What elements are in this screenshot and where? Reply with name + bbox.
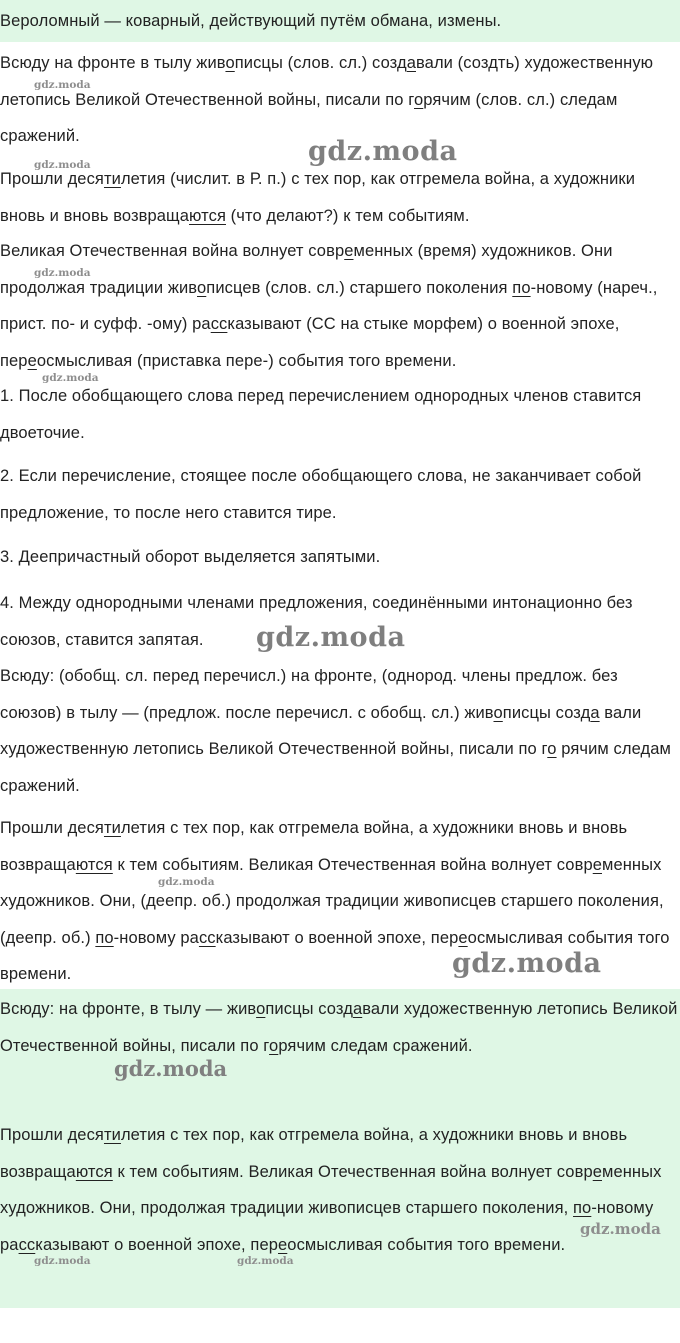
underlined-letters: сс [198, 928, 216, 947]
rule-2: 2. Если перечисление, стоящее после обобщающего слова, не заканчивает собой предложение, то после него ставится тире. [0, 467, 642, 522]
rule-3: 3. Деепричастный оборот выделяется запятыми. [0, 548, 381, 566]
underlined-letters: сс [210, 315, 228, 333]
text-span: писцев (слов. сл.) старшего поколения [206, 278, 513, 297]
watermark: gdz.moda [580, 1220, 661, 1238]
underlined-letter: о [269, 1036, 279, 1055]
text-span: осмысливая (приставка пере-) события того времени. [36, 351, 457, 370]
watermark: gdz.moda [34, 79, 91, 91]
underlined-letter: о [493, 703, 503, 722]
text-span: вали художественную летопись Великой Отечественной войны, писали по г [0, 703, 642, 758]
text-span: летия (числит. в Р. п.) с тех пор, как отгремела война, а художники вновь и вновь возвраща [0, 170, 636, 225]
text-span: казывают (СС на стыке морфем) о военной эпохе, пер [0, 315, 620, 370]
paragraph-2 [0, 161, 680, 234]
text-span: осмысливая события того времени. [287, 1235, 566, 1254]
underlined-suffix: ются [189, 206, 226, 225]
watermark: gdz.moda [42, 372, 99, 384]
paragraph-3 [0, 233, 680, 379]
watermark: gdz.moda [34, 1255, 91, 1267]
paragraph-5 [0, 810, 680, 993]
text-span: (что делают?) к тем событиям. [226, 206, 470, 225]
text-span: к тем событиям. Великая Отечественная война волнует совр [112, 1162, 593, 1181]
watermark: gdz.moda [158, 876, 215, 888]
text-span: казывают о военной эпохе, пер [35, 1235, 279, 1254]
text-span: менных художников. Они, продолжая традиции живописцев старшего поколения, [0, 1162, 662, 1217]
paragraph-1 [0, 45, 680, 155]
definition-block [0, 0, 680, 42]
text-span: рячим следам сражений. [0, 740, 671, 795]
text-span: менных (время) художников. Они продолжая традиции жив [0, 242, 613, 297]
text-span: вали (создть) художественную летопись Великой Отечественной войны, писали по г [0, 54, 654, 109]
underlined-suffix: ются [75, 1162, 113, 1181]
underlined-letter: е [278, 1235, 288, 1254]
text-span: Великая Отечественная война волнует совр [0, 242, 345, 260]
text-span: писцы созд [265, 1000, 353, 1018]
paragraph-4 [0, 658, 680, 804]
watermark: gdz.moda [237, 1255, 294, 1267]
underlined-letter: а [352, 1000, 363, 1018]
underlined-letter: ти [103, 1126, 121, 1144]
watermark: gdz.moda [308, 136, 458, 167]
underlined-letters: сс [18, 1235, 36, 1254]
underlined-suffix: ются [75, 855, 113, 874]
text-span: летия с тех пор, как отгремела война, а художники вновь и вновь возвраща [0, 819, 628, 874]
text-span: Прошли деся [0, 819, 104, 837]
text-span: осмысливая события того времени. [0, 928, 670, 983]
text-span: -новому ра [113, 928, 199, 947]
text-span: Всюду: на фронте, в тылу — жив [0, 1000, 257, 1018]
text-span: -новому (нареч., прист. по- и суфф. -ому) ра [0, 278, 658, 333]
underlined-letter: о [414, 90, 424, 109]
watermark: gdz.moda [114, 1056, 228, 1081]
underlined-letter: о [197, 278, 207, 297]
text-span: рячим следам сражений. [278, 1036, 473, 1055]
text-span: рячим (слов. сл.) следам сражений. [0, 90, 618, 145]
text-span: писцы созд [502, 703, 591, 722]
underlined-letter: е [592, 1162, 602, 1181]
watermark: gdz.moda [452, 948, 602, 979]
paragraph-7 [0, 1117, 680, 1263]
answer-block [0, 989, 680, 1308]
text-span: писцы (слов. сл.) созд [234, 54, 407, 72]
underlined-letter: о [256, 1000, 266, 1018]
text-span: Прошли деся [0, 1126, 104, 1144]
underlined-letter: е [344, 242, 354, 260]
rule-1: 1. После обобщающего слова перед перечислением однородных членов ставится двоеточие. [0, 387, 642, 442]
text-span: менных художников. Они, (деепр. об.) продолжая традиции живописцев старшего поколения, (деепр. об.) [0, 855, 664, 947]
text-span: Всюду на фронте в тылу жив [0, 54, 226, 72]
underlined-letter: е [592, 855, 602, 874]
underlined-letter: ти [103, 170, 121, 188]
text-span: Всюду: (обобщ. сл. перед перечисл.) на фронте, (однород. члены предлож. без союзов) в тылу — (предлож. после перечисл. с обобщ. сл.) жив [0, 667, 618, 722]
paragraph-6 [0, 991, 680, 1064]
underlined-letter: ти [103, 819, 121, 837]
underlined-letter: е [27, 351, 37, 370]
rule-4: 4. Между однородными членами предложения, соединёнными интонационно без союзов, ставится запятая. [0, 594, 633, 649]
underlined-letter: о [547, 740, 557, 758]
underlined-prefix: по [512, 278, 531, 297]
watermark: gdz.moda [256, 622, 406, 653]
text-span: вали художественную летопись Великой Отечественной войны, писали по г [0, 1000, 678, 1055]
watermark: gdz.moda [34, 267, 91, 279]
text-span: -новому ра [0, 1199, 654, 1254]
text-span: летия с тех пор, как отгремела война, а художники вновь и вновь возвраща [0, 1126, 628, 1181]
text-span: к тем событиям. Великая Отечественная война волнует совр [112, 855, 593, 874]
underlined-letter: а [406, 54, 416, 72]
watermark: gdz.moda [34, 159, 91, 171]
text-span: казывают о военной эпохе, пер [215, 928, 459, 947]
underlined-letter: о [225, 54, 235, 72]
underlined-prefix: по [95, 928, 114, 947]
underlined-prefix: по [573, 1199, 592, 1217]
text-span: Прошли деся [0, 170, 104, 188]
underlined-letter: е [458, 928, 468, 947]
definition-text: Вероломный — коварный, действующий путём обмана, измены. [0, 12, 502, 30]
underlined-letter: а [590, 703, 600, 722]
